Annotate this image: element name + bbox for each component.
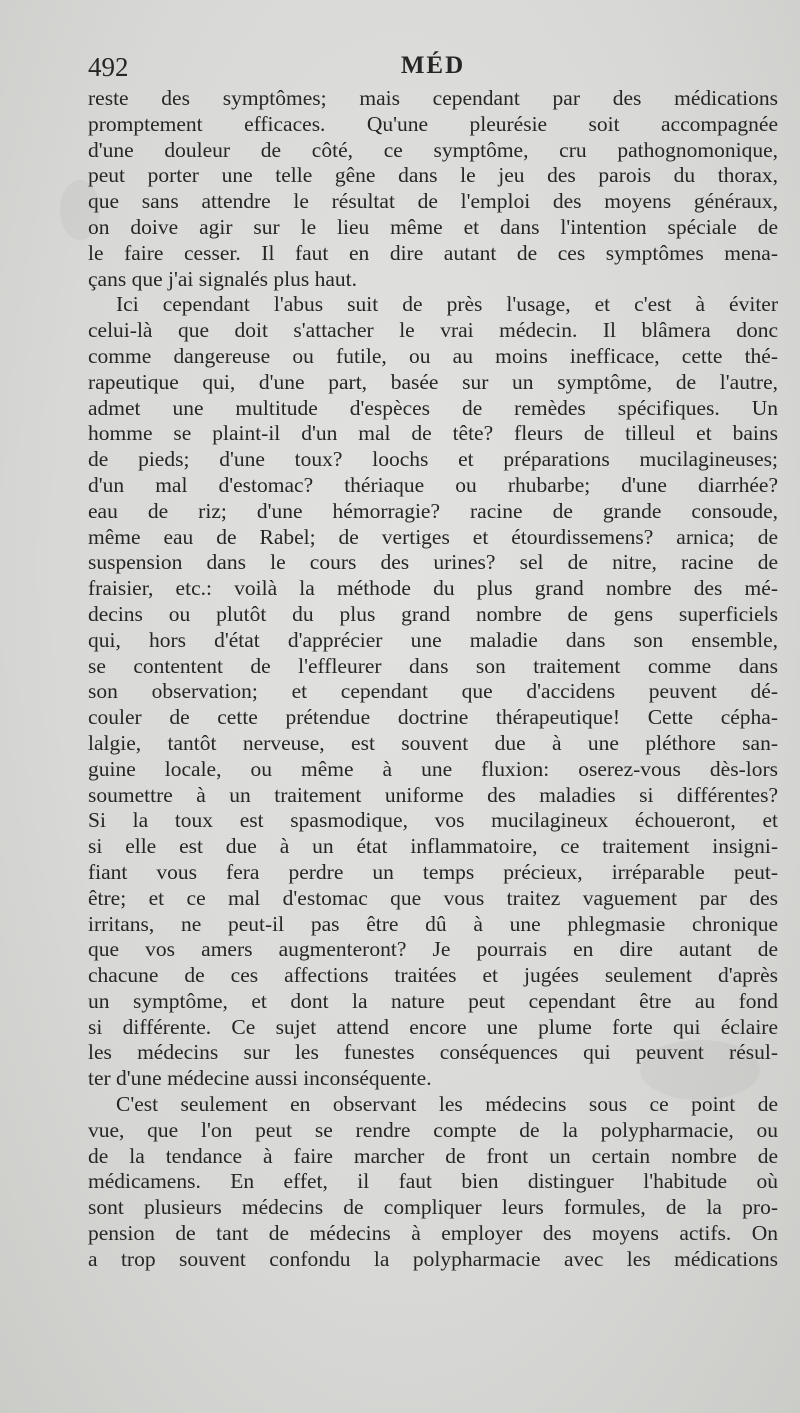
text-line: C'est seulement en observant les médecins sous ce point de <box>116 1092 778 1117</box>
text-line: fraisier, etc.: voilà la méthode du plus grand nombre des mé- <box>88 576 778 601</box>
text-line: eau de riz; d'une hémorragie? racine de grande consoude, <box>88 498 778 523</box>
text-line: son observation; et cependant que d'accidens peuvent dé- <box>88 679 778 704</box>
text-line: çans que j'ai signalés plus haut. <box>88 266 357 291</box>
text-line: promptement efficaces. Qu'une pleurésie soit accompagnée <box>88 111 778 136</box>
text-line: les médecins sur les funestes conséquences qui peuvent résul- <box>88 1040 778 1065</box>
text-line: si différente. Ce sujet attend encore une plume forte qui éclaire <box>88 1014 778 1039</box>
text-line: si elle est due à un état inflammatoire, ce traitement insigni- <box>88 834 778 859</box>
text-line: lalgie, tantôt nerveuse, est souvent due à une pléthore san- <box>88 730 778 755</box>
text-line: guine locale, ou même à une fluxion: oserez-vous dès-lors <box>88 756 778 781</box>
text-line: de la tendance à faire marcher de front un certain nombre de <box>88 1143 778 1168</box>
text-line: ter d'une médecine aussi inconséquente. <box>88 1066 432 1091</box>
body-text <box>88 86 778 1273</box>
text-line: le faire cesser. Il faut en dire autant de ces symptômes mena- <box>88 240 778 265</box>
text-line: rapeutique qui, d'une part, basée sur un symptôme, de l'autre, <box>88 369 778 394</box>
text-line: d'une douleur de côté, ce symptôme, cru pathognomonique, <box>88 137 778 162</box>
text-line: que vos amers augmenteront? Je pourrais en dire autant de <box>88 937 778 962</box>
text-line: vue, que l'on peut se rendre compte de la polypharmacie, ou <box>88 1117 778 1142</box>
text-line: a trop souvent confondu la polypharmacie avec les médications <box>88 1246 778 1271</box>
text-line: admet une multitude d'espèces de remèdes spécifiques. Un <box>88 395 778 420</box>
text-line: même eau de Rabel; de vertiges et étourdissemens? arnica; de <box>88 524 778 549</box>
text-line: être; et ce mal d'estomac que vous traitez vaguement par des <box>88 885 778 910</box>
text-line: médicamens. En effet, il faut bien distinguer l'habitude où <box>88 1169 778 1194</box>
text-line: fiant vous fera perdre un temps précieux, irréparable peut- <box>88 859 778 884</box>
text-line: couler de cette prétendue doctrine thérapeutique! Cette cépha- <box>88 705 778 730</box>
page-number: 492 <box>88 52 129 82</box>
text-line: homme se plaint-il d'un mal de tête? fleurs de tilleul et bains <box>88 421 778 446</box>
text-line: Ici cependant l'abus suit de près l'usage, et c'est à éviter <box>116 292 778 317</box>
text-line: suspension dans le cours des urines? sel de nitre, racine de <box>88 550 778 575</box>
text-line: peut porter une telle gêne dans le jeu des parois du thorax, <box>88 163 778 188</box>
text-line: un symptôme, et dont la nature peut cependant être au fond <box>88 988 778 1013</box>
text-line: celui-là que doit s'attacher le vrai médecin. Il blâmera donc <box>88 318 778 343</box>
running-head: MÉD <box>400 52 466 79</box>
text-line: d'un mal d'estomac? thériaque ou rhubarbe; d'une diarrhée? <box>88 472 778 497</box>
text-line: Si la toux est spasmodique, vos mucilagineux échoueront, et <box>88 808 778 833</box>
text-line: soumettre à un traitement uniforme des maladies si différentes? <box>88 782 778 807</box>
text-line: reste des symptômes; mais cependant par des médications <box>88 86 778 110</box>
text-line: de pieds; d'une toux? loochs et préparations mucilagineuses; <box>88 447 778 472</box>
text-line: se contentent de l'effleurer dans son traitement comme dans <box>88 653 778 678</box>
text-line: sont plusieurs médecins de compliquer leurs formules, de la pro- <box>88 1195 778 1220</box>
text-line: on doive agir sur le lieu même et dans l'intention spéciale de <box>88 214 778 239</box>
text-line: comme dangereuse ou futile, ou au moins inefficace, cette thé- <box>88 343 778 368</box>
text-line: decins ou plutôt du plus grand nombre de gens superficiels <box>88 601 778 626</box>
text-line: irritans, ne peut-il pas être dû à une phlegmasie chronique <box>88 911 778 936</box>
text-line: qui, hors d'état d'apprécier une maladie dans son ensemble, <box>88 627 778 652</box>
text-line: chacune de ces affections traitées et jugées seulement d'après <box>88 963 778 988</box>
page-header <box>88 52 778 82</box>
text-line: pension de tant de médecins à employer des moyens actifs. On <box>88 1221 778 1246</box>
text-line: que sans attendre le résultat de l'emploi des moyens généraux, <box>88 189 778 214</box>
